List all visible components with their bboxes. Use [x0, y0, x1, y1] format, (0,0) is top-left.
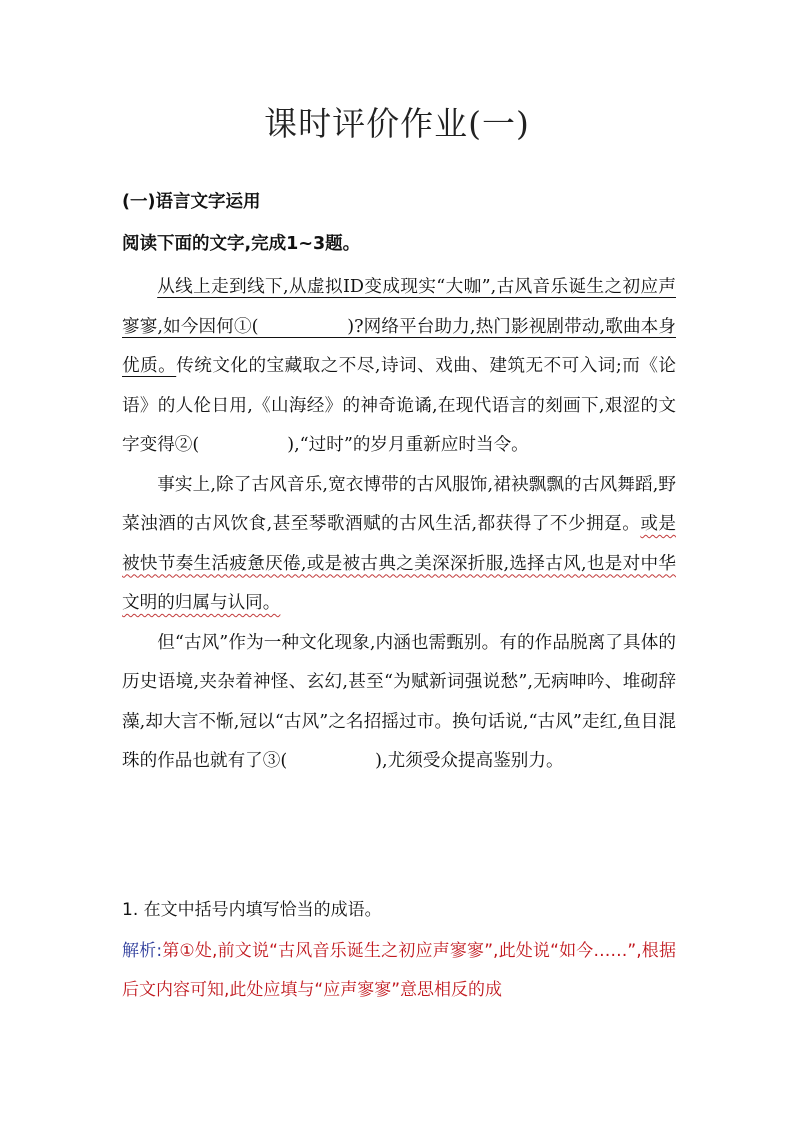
page-title: 课时评价作业(一): [264, 104, 530, 143]
paragraph-text: 传统文化的宝藏取之不尽,诗词、戏曲、建筑无不可入词;而《论语》的人伦日用,《山海经》的神奇诡谲,在现代语言的刻画下,艰涩的文字变得②( ),“过时”的岁月重新应时当令。: [122, 356, 676, 455]
paragraph-text: 事实上,除了古风音乐,宽衣博带的古风服饰,裙袂飘飘的古风舞蹈,野菜浊酒的古风饮食,甚至琴歌酒赋的古风生活,都获得了不少拥趸。: [122, 474, 676, 534]
answer-text: 第①处,前文说“古风音乐诞生之初应声寥寥”,此处说“如今……”,根据后文内容可知,此处应填与“应声寥寥”意思相反的成: [122, 941, 676, 1000]
question-1: 1. 在文中括号内填写恰当的成语。: [122, 900, 382, 920]
reading-passage: [122, 268, 676, 782]
reading-instruction: 阅读下面的文字,完成1~3题。: [122, 234, 361, 254]
answer-label: 解析:: [122, 941, 163, 961]
passage-paragraph-2: [122, 466, 676, 624]
passage-paragraph-1: [122, 268, 676, 466]
passage-paragraph-3: 但“古风”作为一种文化现象,内涵也需甄别。有的作品脱离了具体的历史语境,夹杂着神怪、玄幻,甚至“为赋新词强说愁”,无病呻吟、堆砌辞藻,却大言不惭,冠以“古风”之名招摇过市。换句话说,“古风”走红,鱼目混珠的作品也就有了③( ),尤须受众提高鉴别力。: [122, 632, 676, 771]
section-heading: (一)语言文字运用: [122, 192, 261, 212]
underlined-sentence: 从线上走到线下,从虚拟ID变成现实“大咖”,古风音乐诞生之初应声寥寥,如今因何①( )?网络平台助力,热门影视剧带动,歌曲本身优质。: [122, 277, 676, 376]
answer-explanation: [122, 932, 676, 1010]
wavy-underlined-sentence: 或是被快节奏生活疲惫厌倦,或是被古典之美深深折服,选择古风,也是对中华文明的归属与认同。: [122, 514, 676, 613]
